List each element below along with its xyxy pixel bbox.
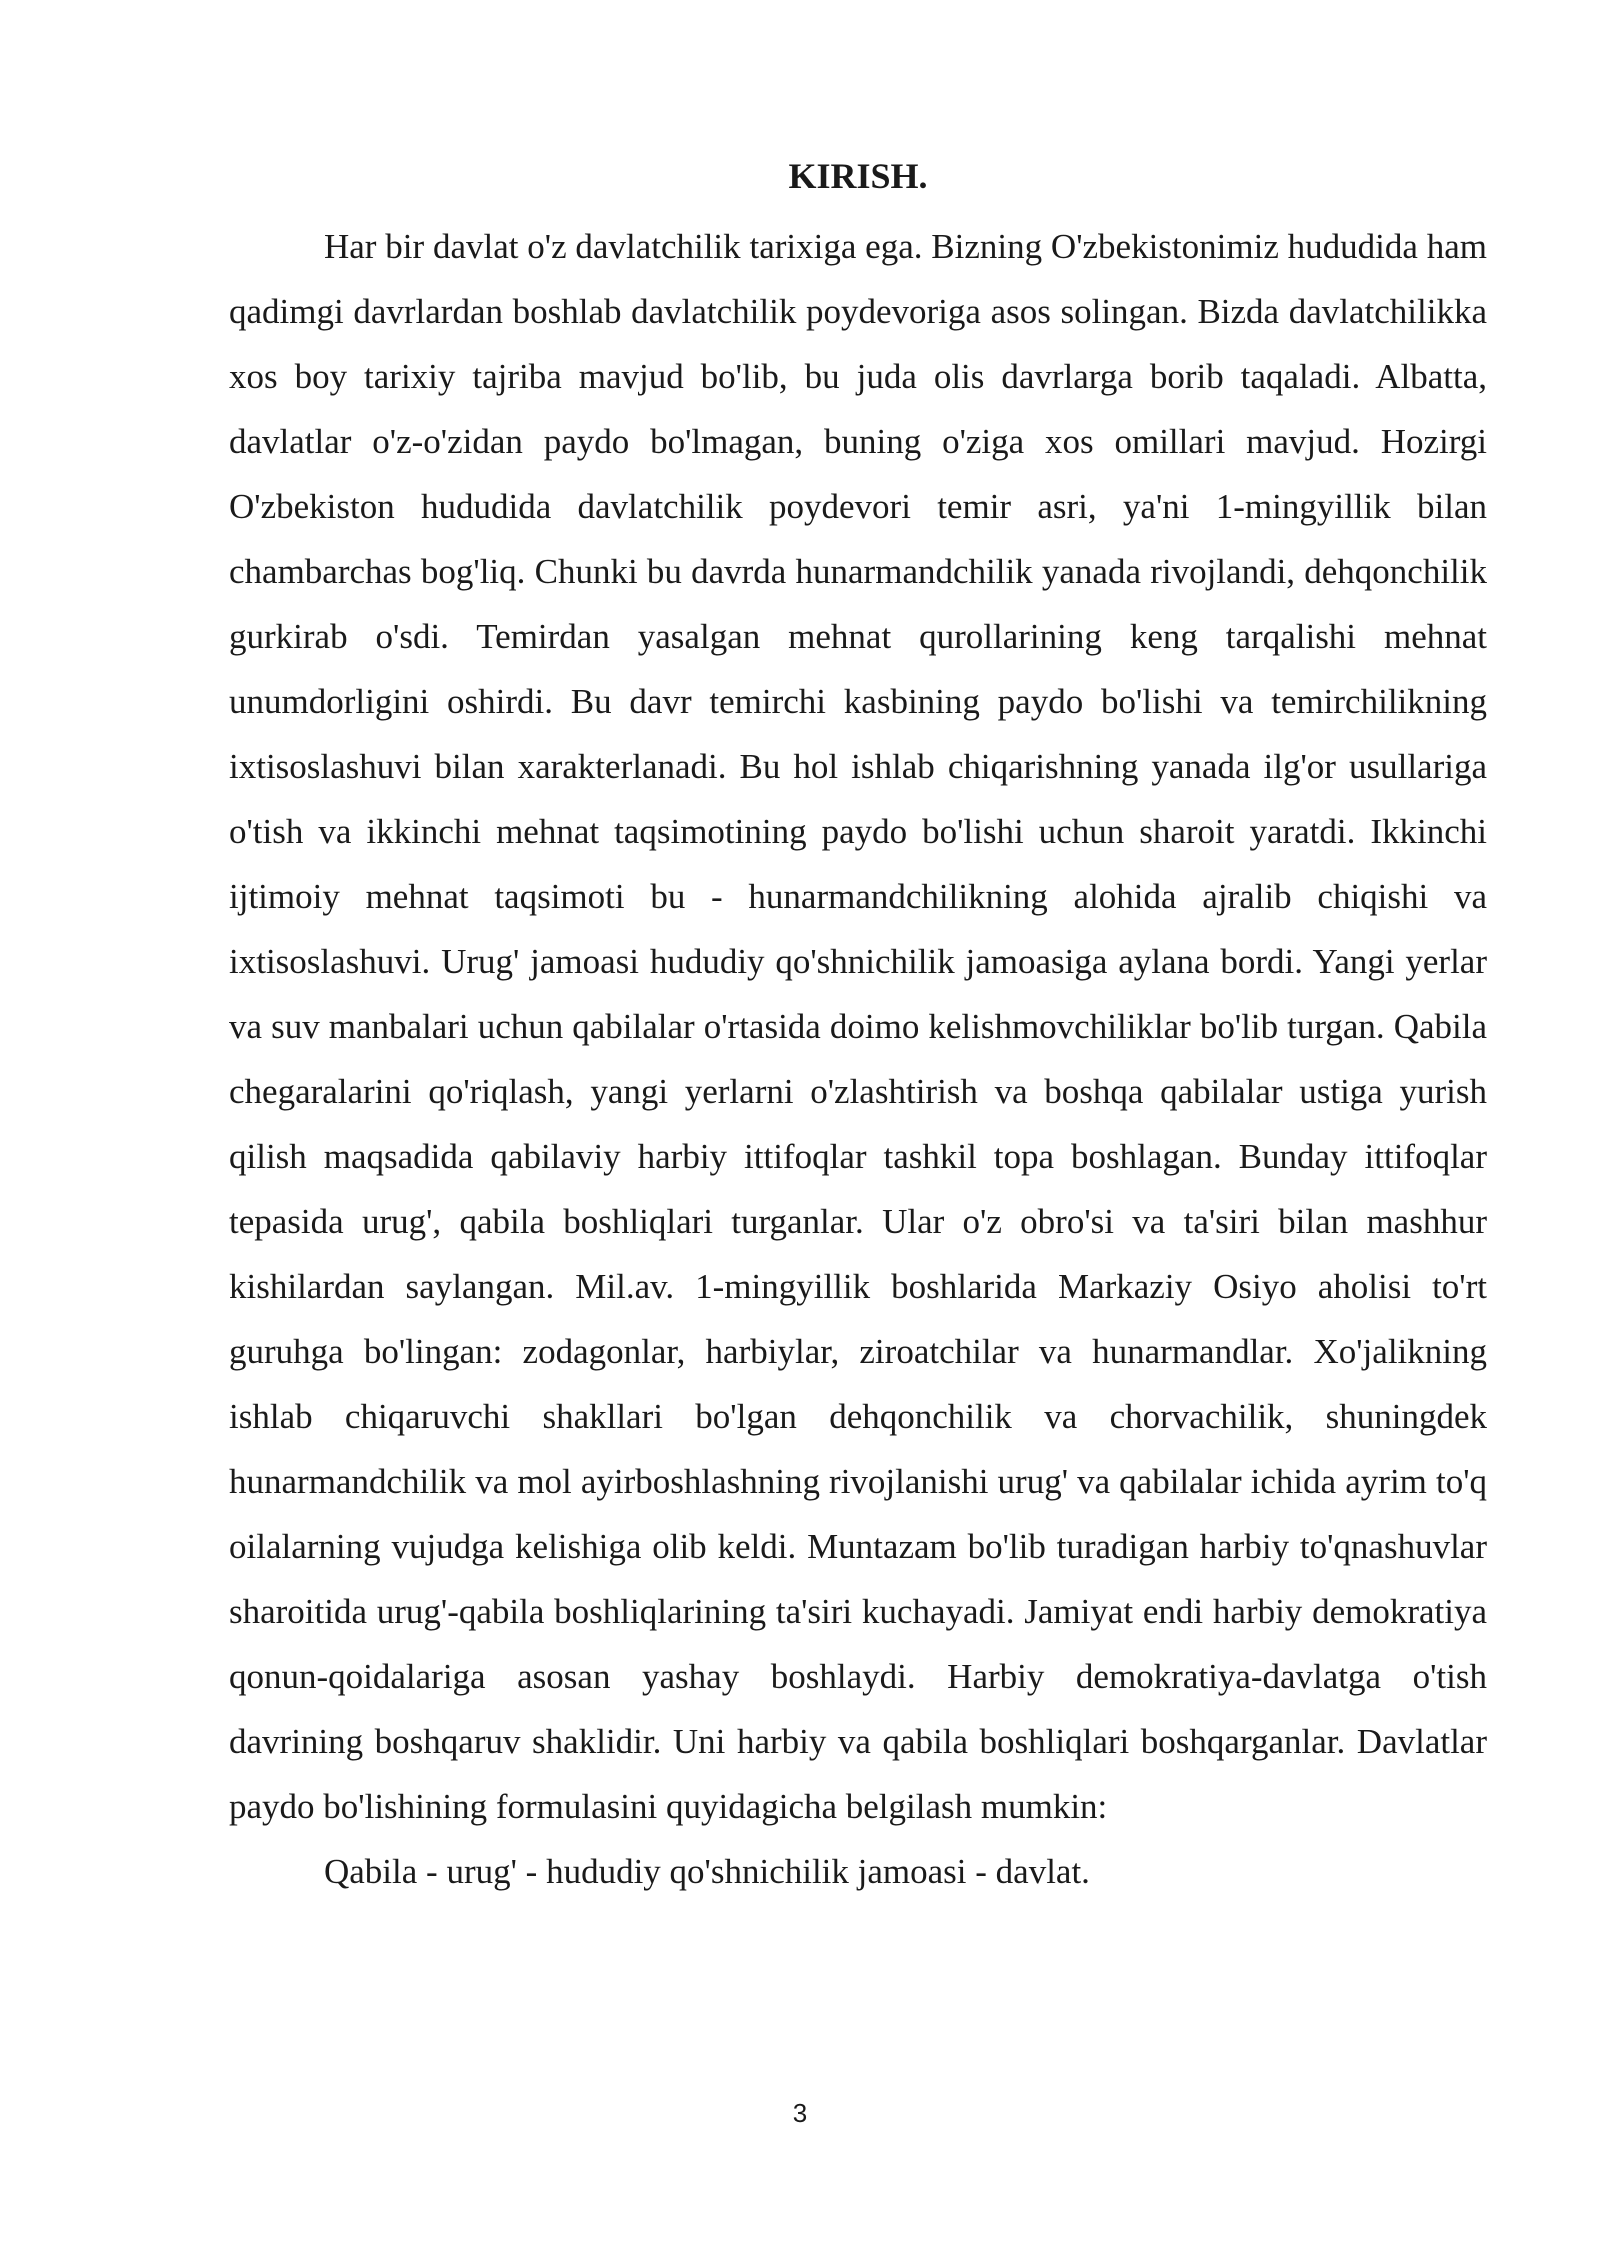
formula-line: Qabila - urug' - hududiy qo'shnichilik jamoasi - davlat. <box>324 1852 1090 1891</box>
body-paragraph: Har bir davlat o'z davlatchilik tarixiga ega. Bizning O'zbekistonimiz hududida ham qadimgi davrlardan boshlab davlatchilik poydevoriga asos solingan. Bizda davlatchilikka xos boy tarixiy tajriba mavjud bo'lib, bu juda olis davrlarga borib taqaladi. Albatta, davlatlar o'z-o'zidan paydo bo'lmagan, buning o'ziga xos omillari mavjud. Hozirgi O'zbekiston hududida davlatchilik poydevori temir asri, ya'ni 1-mingyillik bilan chambarchas bog'liq. Chunki bu davrda hunarmandchilik yanada rivojlandi, dehqonchilik gurkirab o'sdi. Temirdan yasalgan mehnat qurollarining keng tarqalishi mehnat unumdorligini oshirdi. Bu davr temirchi kasbining paydo bo'lishi va temirchilikning ixtisoslashuvi bilan xarakterlanadi. Bu hol ishlab chiqarishning yanada ilg'or usullariga o'tish va ikkinchi mehnat taqsimotining paydo bo'lishi uchun sharoit yaratdi. Ikkinchi ijtimoiy mehnat taqsimoti bu - hunarmandchilikning alohida ajralib chiqishi va ixtisoslashuvi. Urug' jamoasi hududiy qo'shnichilik jamoasiga aylana bordi. Yangi yerlar va suv manbalari uchun qabilalar o'rtasida doimo kelishmovchiliklar bo'lib turgan. Qabila chegaralarini qo'riqlash, yangi yerlarni o'zlashtirish va boshqa qabilalar ustiga yurish qilish maqsadida qabilaviy harbiy ittifoqlar tashkil topa boshlagan. Bunday ittifoqlar tepasida urug', qabila boshliqlari turganlar. Ular o'z obro'si va ta'siri bilan mashhur kishilardan saylangan. Mil.av. 1-mingyillik boshlarida Markaziy Osiyo aholisi to'rt guruhga bo'lingan: zodagonlar, harbiylar, ziroatchilar va hunarmandlar. Xo'jalikning ishlab chiqaruvchi shakllari bo'lgan dehqonchilik va chorvachilik, shuningdek hunarmandchilik va mol ayirboshlashning rivojlanishi urug' va qabilalar ichida ayrim to'q oilalarning vujudga kelishiga olib keldi. Muntazam bo'lib turadigan harbiy to'qnashuvlar sharoitida urug'-qabila boshliqlarining ta'siri kuchayadi. Jamiyat endi harbiy demokratiya qonun-qoidalariga asosan yashay boshlaydi. Harbiy demokratiya-davlatga o'tish davrining boshqaruv shaklidir. Uni harbiy va qabila boshliqlari boshqarganlar. Davlatlar paydo bo'lishining formulasini quyidagicha belgilash mumkin: <box>229 227 1487 1826</box>
section-title: KIRISH. <box>788 156 928 196</box>
page-number: 3 <box>792 2098 808 2128</box>
page-content <box>229 152 1487 1904</box>
